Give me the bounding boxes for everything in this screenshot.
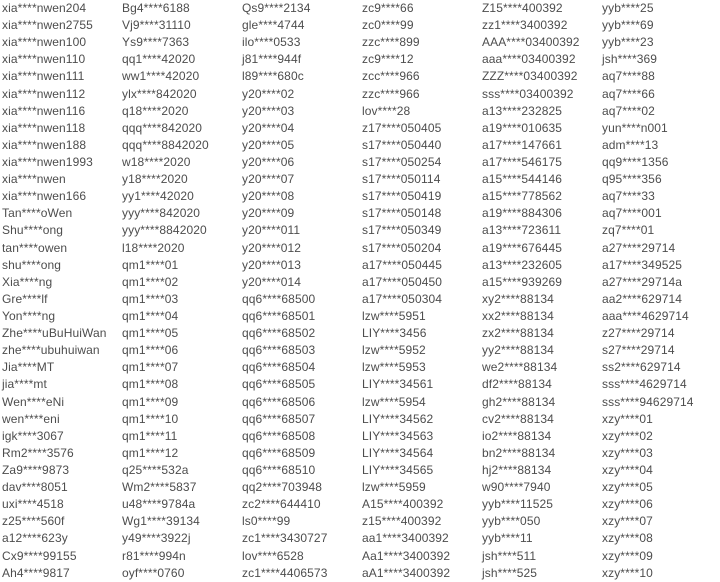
masked-account-id: aA1****3400392: [362, 565, 451, 580]
masked-account-id: xia****nwen111: [2, 69, 85, 84]
masked-account-id: qm1****06: [122, 343, 179, 358]
masked-account-id: LIY****3456: [362, 326, 427, 341]
masked-account-id: qq6****68510: [242, 462, 316, 477]
masked-account-id: zc9****66: [362, 1, 414, 15]
masked-account-id: ZZZ****03400392: [482, 69, 578, 84]
masked-account-id: w18****2020: [122, 154, 191, 169]
masked-account-id: z15****400392: [362, 514, 442, 529]
masked-account-id: y20****06: [242, 154, 295, 169]
masked-account-id: A15****400392: [362, 497, 444, 512]
masked-account-id: qqq****842020: [122, 120, 203, 135]
masked-account-id: yyb****69: [602, 18, 654, 33]
masked-account-id: Z15****400392: [482, 1, 563, 15]
masked-account-id: lzw****5959: [362, 480, 426, 495]
masked-account-id: LIY****34562: [362, 411, 434, 426]
masked-account-id: Tan****oWen: [2, 206, 73, 221]
masked-account-id: z25****560f: [2, 514, 65, 529]
masked-account-id: a15****939269: [482, 274, 563, 289]
masked-account-id: zzc****966: [362, 86, 420, 101]
masked-account-id: qm1****07: [122, 360, 179, 375]
masked-account-id: xzy****07: [602, 514, 653, 529]
masked-account-id: xzy****02: [602, 428, 653, 443]
masked-account-id: zc1****4406573: [242, 565, 328, 580]
masked-account-id: qq6****68509: [242, 445, 316, 460]
masked-account-id: LIY****34565: [362, 462, 434, 477]
masked-account-id: hj2****88134: [482, 462, 552, 477]
masked-account-id: zzc****899: [362, 35, 420, 50]
masked-account-id: a13****232825: [482, 103, 563, 118]
masked-account-id: lzw****5953: [362, 360, 426, 375]
masked-account-id: ilo****0533: [242, 35, 301, 50]
masked-account-id: lzw****5951: [362, 308, 426, 323]
masked-account-id: q18****2020: [122, 103, 189, 118]
masked-account-id: qq6****68507: [242, 411, 316, 426]
account-column: [120, 0, 240, 582]
masked-account-id: lov****28: [362, 103, 411, 118]
masked-account-id: l89****680c: [242, 69, 304, 84]
masked-account-id: Wm2****5837: [122, 480, 197, 495]
masked-account-id: qqq****8842020: [122, 137, 209, 152]
masked-account-id: tan****owen: [2, 240, 68, 255]
masked-account-id: xzy****08: [602, 531, 653, 546]
masked-account-id: a12****623y: [2, 531, 68, 546]
masked-account-id: df2****88134: [482, 377, 552, 392]
masked-account-id: qq6****68501: [242, 308, 316, 323]
masked-account-id: xzy****03: [602, 445, 653, 460]
masked-account-id: aq7****001: [602, 206, 662, 221]
masked-account-id: igk****3067: [2, 428, 64, 443]
masked-account-id: xx2****88134: [482, 308, 554, 323]
masked-account-id: qm1****04: [122, 308, 179, 323]
masked-account-id: y20****09: [242, 206, 295, 221]
masked-account-id: xzy****01: [602, 411, 653, 426]
masked-account-id: zc0****99: [362, 18, 414, 33]
masked-account-id: s17****050349: [362, 223, 442, 238]
masked-account-id: aa2****629714: [602, 291, 683, 306]
account-column: [360, 0, 480, 582]
masked-account-id: y20****03: [242, 103, 295, 118]
masked-account-id: xzy****10: [602, 565, 653, 580]
masked-account-id: u48****9784a: [122, 497, 196, 512]
masked-account-id: y20****05: [242, 137, 295, 152]
masked-account-id: yyy****842020: [122, 206, 201, 221]
masked-account-id: z17****050405: [362, 120, 442, 135]
masked-account-id: qm1****11: [122, 428, 178, 443]
masked-account-id: gle****4744: [242, 18, 305, 33]
masked-account-id: Wg1****39134: [122, 514, 200, 529]
masked-account-id: y20****014: [242, 274, 302, 289]
masked-account-id: a17****349525: [602, 257, 683, 272]
masked-account-id: sss****94629714: [602, 394, 694, 409]
masked-account-id: lov****6528: [242, 548, 304, 563]
masked-account-id: qm1****02: [122, 274, 179, 289]
masked-account-id: yun****n001: [602, 120, 668, 135]
masked-account-id: qq1****42020: [122, 52, 196, 67]
masked-account-id: qq6****68502: [242, 326, 316, 341]
masked-account-id: a15****544146: [482, 172, 563, 187]
masked-account-id: xia****nwen: [2, 172, 66, 187]
masked-account-id: yyb****11: [482, 531, 533, 546]
masked-account-id: aaa****4629714: [602, 308, 689, 323]
masked-account-id: yyy****8842020: [122, 223, 207, 238]
masked-account-id: Jia****MT: [2, 360, 55, 375]
masked-account-id: xzy****04: [602, 462, 653, 477]
masked-account-id: Shu****ong: [2, 223, 64, 238]
masked-account-id: yyb****25: [602, 1, 654, 15]
masked-account-id: xzy****05: [602, 480, 653, 495]
masked-account-id: Wen****eNi: [2, 394, 65, 409]
masked-account-id: xzy****09: [602, 548, 653, 563]
masked-account-id: s17****050204: [362, 240, 442, 255]
masked-account-id: jsh****369: [602, 52, 658, 67]
masked-account-id: xia****nwen1993: [2, 154, 93, 169]
masked-account-id: sss****03400392: [482, 86, 574, 101]
masked-account-id: aq7****88: [602, 69, 655, 84]
masked-account-id: LIY****34561: [362, 377, 434, 392]
masked-account-id: qq9****1356: [602, 154, 669, 169]
masked-account-id: aq7****33: [602, 189, 655, 204]
masked-account-id: q95****356: [602, 172, 662, 187]
masked-account-id: jsh****525: [482, 565, 538, 580]
masked-account-id: aq7****66: [602, 86, 655, 101]
account-column: [600, 0, 720, 582]
masked-account-id: Aa1****3400392: [362, 548, 451, 563]
masked-account-id: a17****050445: [362, 257, 443, 272]
masked-account-id: AAA****03400392: [482, 35, 580, 50]
masked-account-id: yy2****88134: [482, 343, 554, 358]
masked-account-id: gh2****88134: [482, 394, 556, 409]
account-column: [240, 0, 360, 582]
masked-account-id: zc2****644410: [242, 497, 321, 512]
masked-account-id: Ah4****9817: [2, 565, 70, 580]
masked-account-id: y20****07: [242, 172, 295, 187]
masked-account-id: a17****050450: [362, 274, 443, 289]
masked-account-id: qm1****12: [122, 445, 179, 460]
masked-account-id: qm1****05: [122, 326, 179, 341]
masked-account-id: ls0****99: [242, 514, 291, 529]
masked-account-id: Qs9****2134: [242, 1, 311, 15]
masked-account-id: we2****88134: [482, 360, 558, 375]
masked-account-id: a17****050304: [362, 291, 443, 306]
masked-account-id: ss2****629714: [602, 360, 681, 375]
masked-account-id: cv2****88134: [482, 411, 554, 426]
masked-account-id: LIY****34564: [362, 445, 434, 460]
masked-account-id: a27****29714a: [602, 274, 683, 289]
masked-account-id: LIY****34563: [362, 428, 434, 443]
masked-account-id: jia****mt: [2, 377, 47, 392]
masked-account-id: xia****nwen118: [2, 120, 86, 135]
masked-account-id: aaa****03400392: [482, 52, 576, 67]
account-column: [0, 0, 120, 582]
masked-account-id: y20****08: [242, 189, 295, 204]
masked-account-id: s27****29714: [602, 343, 675, 358]
masked-account-id: z27****29714: [602, 326, 675, 341]
masked-account-id: bn2****88134: [482, 445, 556, 460]
masked-account-id: uxi****4518: [2, 497, 64, 512]
masked-account-id: l18****2020: [122, 240, 185, 255]
masked-account-id: Bg4****6188: [122, 1, 190, 15]
masked-account-id: Zhe****uBuHuiWan: [2, 326, 107, 341]
masked-account-id: sss****4629714: [602, 377, 687, 392]
masked-account-id: Xia****ng: [2, 274, 53, 289]
masked-account-id: a27****29714: [602, 240, 676, 255]
masked-account-id: qq2****703948: [242, 480, 323, 495]
masked-account-id: shu****ong: [2, 257, 62, 272]
masked-account-id: yyb****050: [482, 514, 541, 529]
masked-account-id: zq7****01: [602, 223, 655, 238]
masked-account-id: qm1****08: [122, 377, 179, 392]
masked-account-id: y20****02: [242, 86, 295, 101]
masked-account-id: s17****050254: [362, 154, 442, 169]
masked-account-id: xy2****88134: [482, 291, 554, 306]
masked-account-id: s17****050419: [362, 189, 442, 204]
masked-account-id: a13****723611: [482, 223, 562, 238]
masked-account-id: adm****13: [602, 137, 659, 152]
masked-account-id: y20****013: [242, 257, 302, 272]
masked-account-id: lzw****5952: [362, 343, 426, 358]
masked-account-id: xia****nwen188: [2, 137, 87, 152]
masked-account-id: xia****nwen112: [2, 86, 86, 101]
masked-account-id: a17****147661: [482, 137, 563, 152]
masked-account-id: Gre****lf: [2, 291, 48, 306]
masked-account-id: y18****2020: [122, 172, 188, 187]
masked-account-id: yyb****11525: [482, 497, 554, 512]
masked-account-id: qm1****09: [122, 394, 179, 409]
masked-account-id: w90****7940: [482, 480, 551, 495]
masked-account-id: qq6****68508: [242, 428, 316, 443]
masked-account-id: a13****232605: [482, 257, 563, 272]
masked-account-id: qq6****68504: [242, 360, 316, 375]
masked-account-id: zz1****3400392: [482, 18, 568, 33]
masked-account-id: zx2****88134: [482, 326, 554, 341]
masked-account-id: qq6****68503: [242, 343, 316, 358]
masked-account-id: lzw****5954: [362, 394, 426, 409]
masked-account-id: qm1****01: [122, 257, 179, 272]
masked-account-id: ylx****842020: [122, 86, 197, 101]
masked-account-id: y20****04: [242, 120, 295, 135]
masked-account-id: a17****546175: [482, 154, 563, 169]
masked-account-id: y20****012: [242, 240, 302, 255]
masked-account-id: Ys9****7363: [122, 35, 190, 50]
masked-account-id: zcc****966: [362, 69, 420, 84]
masked-account-id: aa1****3400392: [362, 531, 449, 546]
masked-account-id: qq6****68505: [242, 377, 316, 392]
masked-account-id: Rm2****3576: [2, 445, 74, 460]
masked-account-id: yy1****42020: [122, 189, 194, 204]
masked-account-id: Yon****ng: [2, 308, 56, 323]
masked-account-id: xia****nwen166: [2, 189, 87, 204]
masked-account-id: a15****778562: [482, 189, 563, 204]
masked-account-id: zhe****ubuhuiwan: [2, 343, 100, 358]
masked-account-id: xzy****06: [602, 497, 653, 512]
masked-account-id: xia****nwen110: [2, 52, 86, 67]
masked-account-id: qm1****10: [122, 411, 179, 426]
masked-account-id: qq6****68506: [242, 394, 316, 409]
masked-account-id: zc1****3430727: [242, 531, 328, 546]
masked-account-id: qq6****68500: [242, 291, 316, 306]
masked-account-id: s17****050440: [362, 137, 442, 152]
masked-account-id: a19****676445: [482, 240, 563, 255]
masked-account-id: jsh****511: [482, 548, 537, 563]
masked-account-id: a19****884306: [482, 206, 563, 221]
masked-account-id: y20****011: [242, 223, 301, 238]
masked-account-id: xia****nwen2755: [2, 18, 93, 33]
masked-account-id: zc9****12: [362, 52, 414, 67]
masked-account-id: j81****944f: [242, 52, 302, 67]
masked-account-id: qm1****03: [122, 291, 179, 306]
masked-account-id: io2****88134: [482, 428, 552, 443]
masked-account-id: wen****eni: [2, 411, 60, 426]
masked-account-id: oyf****0760: [122, 565, 185, 580]
masked-account-id: xia****nwen100: [2, 35, 87, 50]
masked-account-id: ww1****42020: [122, 69, 200, 84]
masked-account-id: Cx9****99155: [2, 548, 77, 563]
masked-account-id: s17****050114: [362, 172, 441, 187]
masked-account-id: yyb****23: [602, 35, 654, 50]
masked-account-id: r81****994n: [122, 548, 186, 563]
masked-account-id: xia****nwen116: [2, 103, 86, 118]
masked-account-id: y49****3922j: [122, 531, 191, 546]
masked-account-id: q25****532a: [122, 462, 189, 477]
masked-account-id: aq7****02: [602, 103, 655, 118]
masked-account-id: xia****nwen204: [2, 1, 87, 15]
account-column: [480, 0, 600, 582]
masked-account-id: Vj9****31110: [122, 18, 191, 33]
masked-account-id: dav****8051: [2, 480, 68, 495]
masked-account-id: a19****010635: [482, 120, 563, 135]
masked-account-id: Za9****9873: [2, 462, 70, 477]
masked-account-id: s17****050148: [362, 206, 442, 221]
